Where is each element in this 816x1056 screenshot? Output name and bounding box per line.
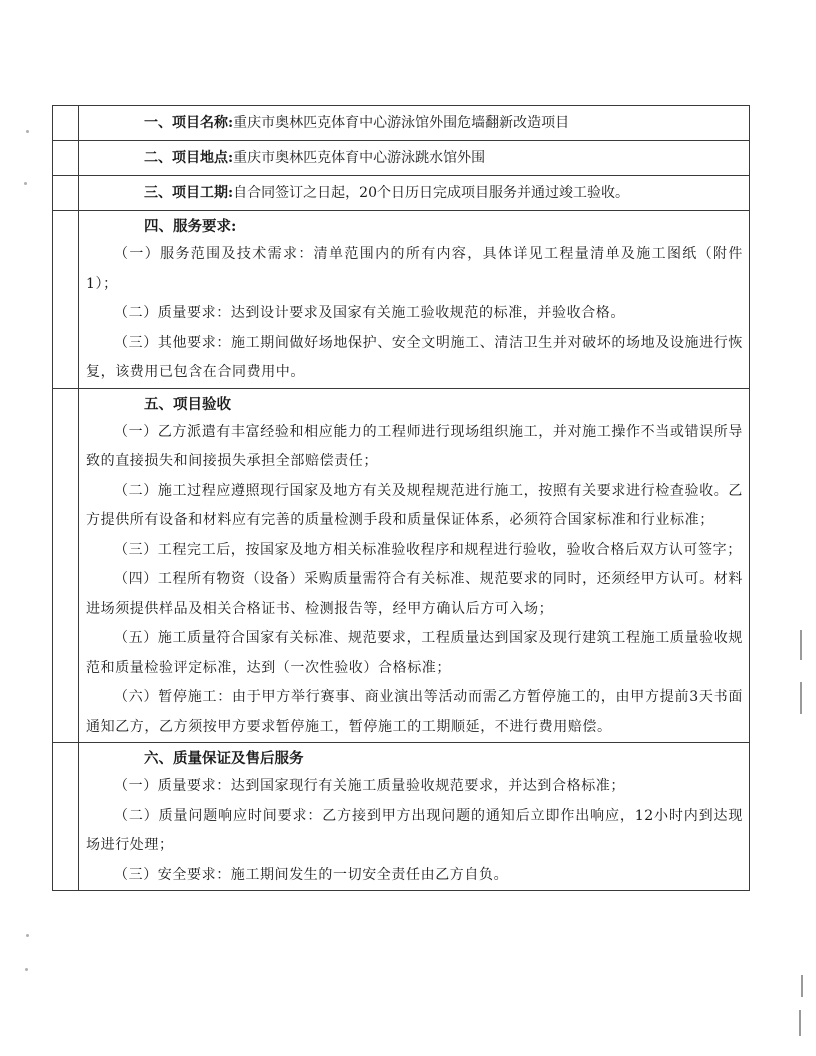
acceptance-paragraph-3: （三）工程完工后，按国家及地方相关标准验收程序和规程进行验收，验收合格后双方认可签字； [114, 541, 742, 558]
scan-speck [25, 968, 28, 971]
scan-speck [26, 934, 29, 937]
scan-speck [26, 130, 29, 133]
project-duration-value: 自合同签订之日起，20个日历日完成项目服务并通过竣工验收。 [233, 185, 629, 201]
scan-edge-mark [801, 975, 803, 997]
left-margin-cell [53, 106, 79, 141]
project-location-cell [79, 141, 750, 176]
project-acceptance-heading: 五、项目验收 [144, 395, 231, 413]
quality-warranty-cell [79, 743, 750, 891]
acceptance-paragraph-5: （五）施工质量符合国家有关标准、规范要求，工程质量达到国家及现行建筑工程施工质量验收规范和质量检验评定标准，达到（一次性验收）合格标准； [86, 630, 743, 676]
row-service-requirements [53, 211, 750, 389]
scan-speck [24, 182, 27, 185]
row-quality-warranty [53, 743, 750, 891]
left-margin-cell [53, 388, 79, 743]
project-name-value: 重庆市奥林匹克体育中心游泳馆外围危墙翻新改造项目 [233, 115, 570, 131]
left-margin-cell [53, 141, 79, 176]
project-duration-cell [79, 176, 750, 211]
scan-edge-mark [800, 682, 802, 714]
project-location-value: 重庆市奥林匹克体育中心游泳跳水馆外围 [233, 150, 486, 166]
project-duration-label: 三、项目工期: [144, 185, 234, 201]
row-project-name [53, 106, 750, 141]
left-margin-cell [53, 176, 79, 211]
acceptance-paragraph-1: （一）乙方派遣有丰富经验和相应能力的工程师进行现场组织施工，并对施工操作不当或错误所导致的直接损失和间接损失承担全部赔偿责任； [86, 423, 743, 469]
left-margin-cell [53, 211, 79, 389]
service-paragraph-1: （一）服务范围及技术需求：清单范围内的所有内容，具体详见工程量清单及施工图纸（附件1）； [86, 246, 743, 292]
warranty-paragraph-3: （三）安全要求：施工期间发生的一切安全责任由乙方自负。 [114, 866, 509, 883]
left-margin-cell [53, 743, 79, 891]
service-paragraph-2: （二）质量要求：达到设计要求及国家有关施工验收规范的标准，并验收合格。 [114, 305, 625, 321]
row-project-duration [53, 176, 750, 211]
warranty-paragraph-1: （一）质量要求：达到国家现行有关施工质量验收规范要求，并达到合格标准； [114, 778, 625, 794]
service-requirements-cell [79, 211, 750, 389]
service-requirements-heading: 四、服务要求: [144, 218, 237, 235]
project-name-label: 一、项目名称: [144, 115, 234, 131]
row-project-location [53, 141, 750, 176]
quality-warranty-heading: 六、质量保证及售后服务 [144, 750, 304, 767]
project-name-cell [79, 106, 750, 141]
acceptance-paragraph-4: （四）工程所有物资（设备）采购质量需符合有关标准、规范要求的同时，还须经甲方认可。材料进场须提供样品及相关合格证书、检测报告等，经甲方确认后方可入场； [86, 571, 743, 617]
row-project-acceptance [53, 388, 750, 743]
project-location-label: 二、项目地点: [144, 150, 234, 166]
service-paragraph-3: （三）其他要求：施工期间做好场地保护、安全文明施工、清洁卫生并对破坏的场地及设施进行恢复，该费用已包含在合同费用中。 [86, 334, 743, 380]
acceptance-paragraph-6: （六）暂停施工：由于甲方举行赛事、商业演出等活动而需乙方暂停施工的，由甲方提前3天书面通知乙方，乙方须按甲方要求暂停施工，暂停施工的工期顺延，不进行费用赔偿。 [86, 689, 743, 735]
scan-edge-mark [800, 630, 802, 660]
acceptance-paragraph-2: （二）施工过程应遵照现行国家及地方有关及规程规范进行施工，按照有关要求进行检查验收。乙方提供所有设备和材料应有完善的质量检测手段和质量保证体系，必须符合国家标准和行业标准； [86, 482, 743, 528]
scan-edge-mark [799, 1010, 801, 1036]
requirements-table [52, 105, 750, 891]
warranty-paragraph-2: （二）质量问题响应时间要求：乙方接到甲方出现问题的通知后立即作出响应，12小时内到达现场进行处理； [86, 807, 743, 853]
project-acceptance-cell [79, 388, 750, 743]
